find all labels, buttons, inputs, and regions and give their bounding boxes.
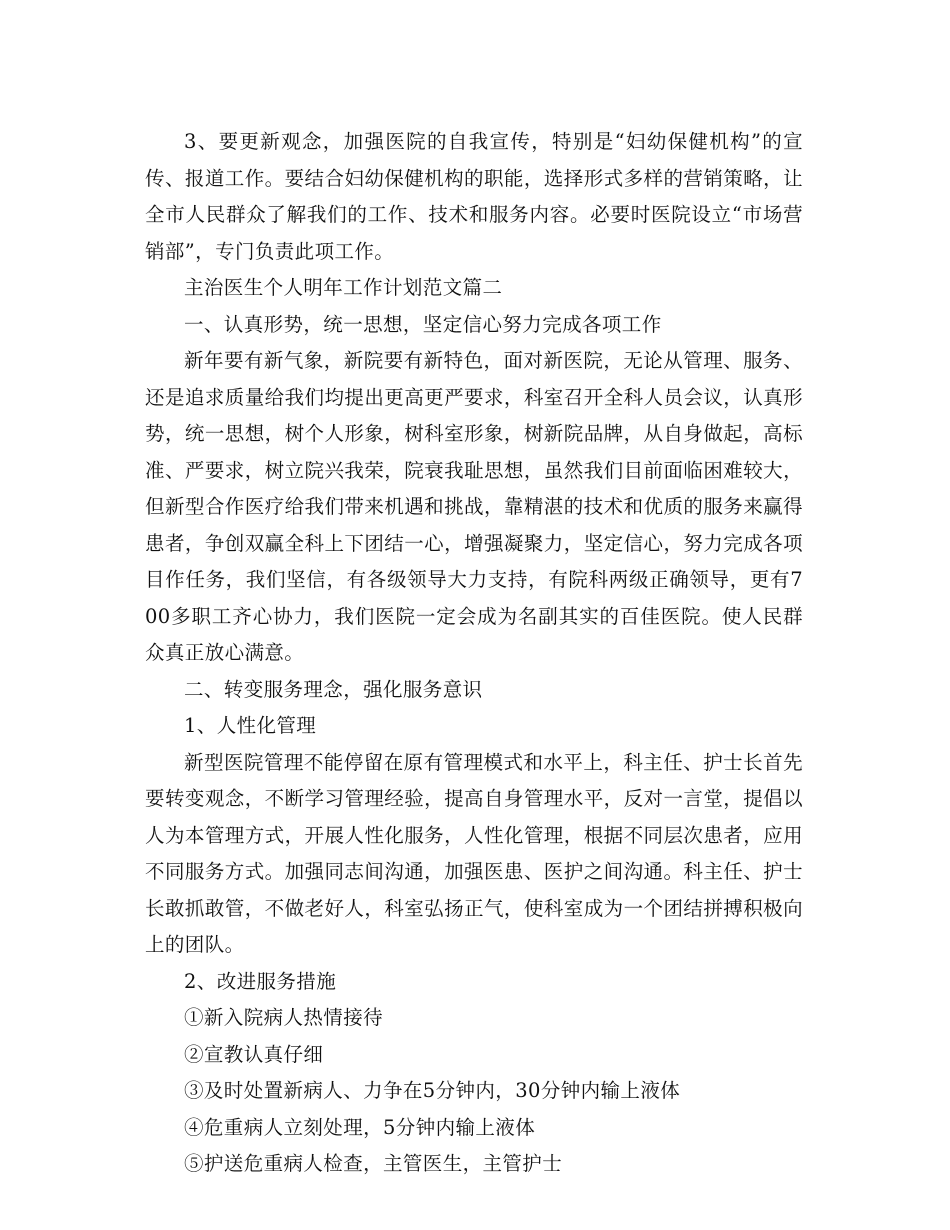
document-body	[145, 124, 803, 1183]
section-title-plan-two: 主治医生个人明年工作计划范文篇二	[184, 276, 503, 299]
list-item-1: ①新入院病人热情接待	[184, 1006, 384, 1029]
list-item-2: ②宣教认真仔细	[184, 1042, 324, 1066]
subheading-humanized-management: 1、人性化管理	[184, 714, 317, 737]
heading-part-two: 二、转变服务理念，强化服务意识	[184, 677, 483, 701]
list-item-3: ③及时处置新病人、力争在5分钟内，30分钟内输上液体	[184, 1079, 681, 1102]
paragraph-item-3-publicity: 3、要更新观念，加强医院的自我宣传，特别是“妇幼保健机构”的宣传、报道工作。要结合妇幼保健机构的职能，选择形式多样的营销策略，让全市人民群众了解我们的工作、技术和服务内容。必要时医院设立“市场营销部”，专门负责此项工作。	[145, 130, 803, 263]
paragraph-management: 新型医院管理不能停留在原有管理模式和水平上，科主任、护士长首先要转变观念，不断学习管理经验，提高自身管理水平，反对一言堂，提倡以人为本管理方式，开展人性化服务，人性化管理，根据不同层次患者，应用不同服务方式。加强同志间沟通，加强医患、医护之间沟通。科主任、护士长敢抓敢管，不做老好人，科室弘扬正气，使科室成为一个团结拼搏积极向上的团队。	[145, 750, 803, 956]
list-item-5: ⑤护送危重病人检查，主管医生，主管护士	[184, 1152, 563, 1175]
subheading-service-measures: 2、改进服务措施	[184, 969, 337, 993]
paragraph-new-year: 新年要有新气象，新院要有新特色，面对新医院，无论从管理、服务、还是追求质量给我们均提出更高更严要求，科室召开全科人员会议，认真形势，统一思想，树个人形象，树科室形象，树新院品牌，从自身做起，高标准、严要求，树立院兴我荣，院衰我耻思想，虽然我们目前面临困难较大，但新型合作医疗给我们带来机遇和挑战，靠精湛的技术和优质的服务来赢得患者，争创双赢全科上下团结一心，增强凝聚力，坚定信心，努力完成各项目作任务，我们坚信，有各级领导大力支持，有院科两级正确领导，更有700多职工齐心协力，我们医院一定会成为名副其实的百佳医院。使人民群众真正放心满意。	[145, 349, 803, 664]
list-item-4: ④危重病人立刻处理，5分钟内输上液体	[184, 1115, 536, 1139]
heading-part-one: 一、认真形势，统一思想，坚定信心努力完成各项工作	[184, 312, 662, 336]
